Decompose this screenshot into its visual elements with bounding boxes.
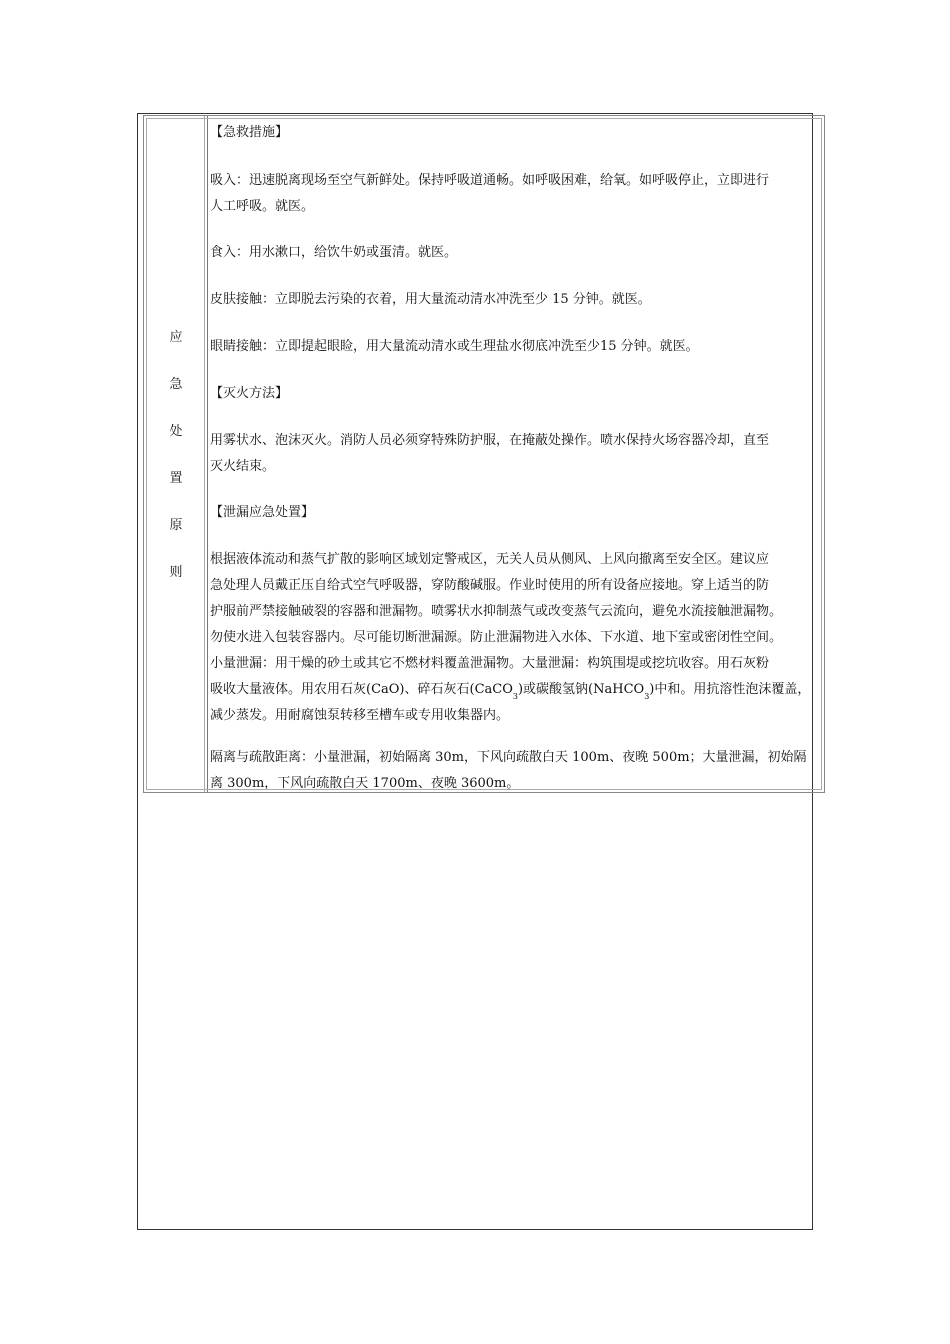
subscript-3: 3	[644, 692, 650, 701]
inhale-text-1: 吸入：迅速脱离现场至空气新鲜处。保持呼吸道通畅。如呼吸困难，给氧。如呼吸停止，立即进行	[210, 173, 770, 188]
side-label-char: 则	[169, 565, 183, 580]
leak-text-3: 护服前严禁接触破裂的容器和泄漏物。喷雾状水抑制蒸气或改变蒸气云流向，避免水流接触泄漏物。	[210, 604, 783, 619]
leak-text-4: 勿使水进入包装容器内。尽可能切断泄漏源。防止泄漏物进入水体、下水道、地下室或密闭性空间。	[210, 630, 783, 645]
fire-text-2: 灭火结束。	[210, 459, 276, 474]
side-label-char: 急	[169, 377, 183, 392]
leak-text-6a: 吸收大量液体。用农用石灰(CaO)、碎石灰石(CaCO	[210, 682, 513, 697]
side-label	[144, 328, 208, 610]
leak-text-1: 根据液体流动和蒸气扩散的影响区域划定警戒区，无关人员从侧风、上风向撤离至安全区。建议应	[210, 552, 770, 567]
leak-text-5: 小量泄漏：用干燥的砂土或其它不燃材料覆盖泄漏物。大量泄漏：构筑围堤或挖坑收容。用石灰粉	[210, 656, 770, 671]
subscript-3: 3	[512, 692, 518, 701]
fire-heading: 【灭火方法】	[210, 386, 289, 401]
ingest-text: 食入：用水漱口，给饮牛奶或蛋清。就医。	[210, 245, 458, 260]
eye-text: 眼睛接触：立即提起眼睑，用大量流动清水或生理盐水彻底冲洗至少15 分钟。就医。	[210, 339, 699, 354]
leak-text-7: 减少蒸发。用耐腐蚀泵转移至槽车或专用收集器内。	[210, 708, 510, 723]
emergency-table	[143, 115, 825, 793]
side-label-char: 处	[169, 424, 183, 439]
leak-text-6c: )中和。用抗溶性泡沫覆盖，	[649, 682, 811, 697]
leak-heading: 【泄漏应急处置】	[210, 505, 315, 520]
leak-text-2: 急处理人员戴正压自给式空气呼吸器，穿防酸碱服。作业时使用的所有设备应接地。穿上适当的防	[210, 578, 770, 593]
leak-text-6b: )或碳酸氢钠(NaHCO	[517, 682, 645, 697]
first-aid-heading: 【急救措施】	[210, 125, 289, 140]
isolation-text-2: 离 300m，下风向疏散白天 1700m、夜晚 3600m。	[210, 776, 520, 791]
fire-text-1: 用雾状水、泡沫灭火。消防人员必须穿特殊防护服，在掩蔽处操作。喷水保持火场容器冷却，直至	[210, 433, 770, 448]
inhale-text-2: 人工呼吸。就医。	[210, 199, 315, 214]
side-label-char: 应	[169, 330, 183, 345]
isolation-text-1: 隔离与疏散距离：小量泄漏，初始隔离 30m，下风向疏散白天 100m、夜晚 500m；大量泄漏，初始隔	[210, 750, 807, 765]
side-label-cell	[144, 116, 208, 792]
skin-text: 皮肤接触：立即脱去污染的衣着，用大量流动清水冲洗至少 15 分钟。就医。	[210, 292, 651, 307]
side-label-char: 置	[169, 471, 183, 486]
side-label-char: 原	[169, 518, 183, 533]
